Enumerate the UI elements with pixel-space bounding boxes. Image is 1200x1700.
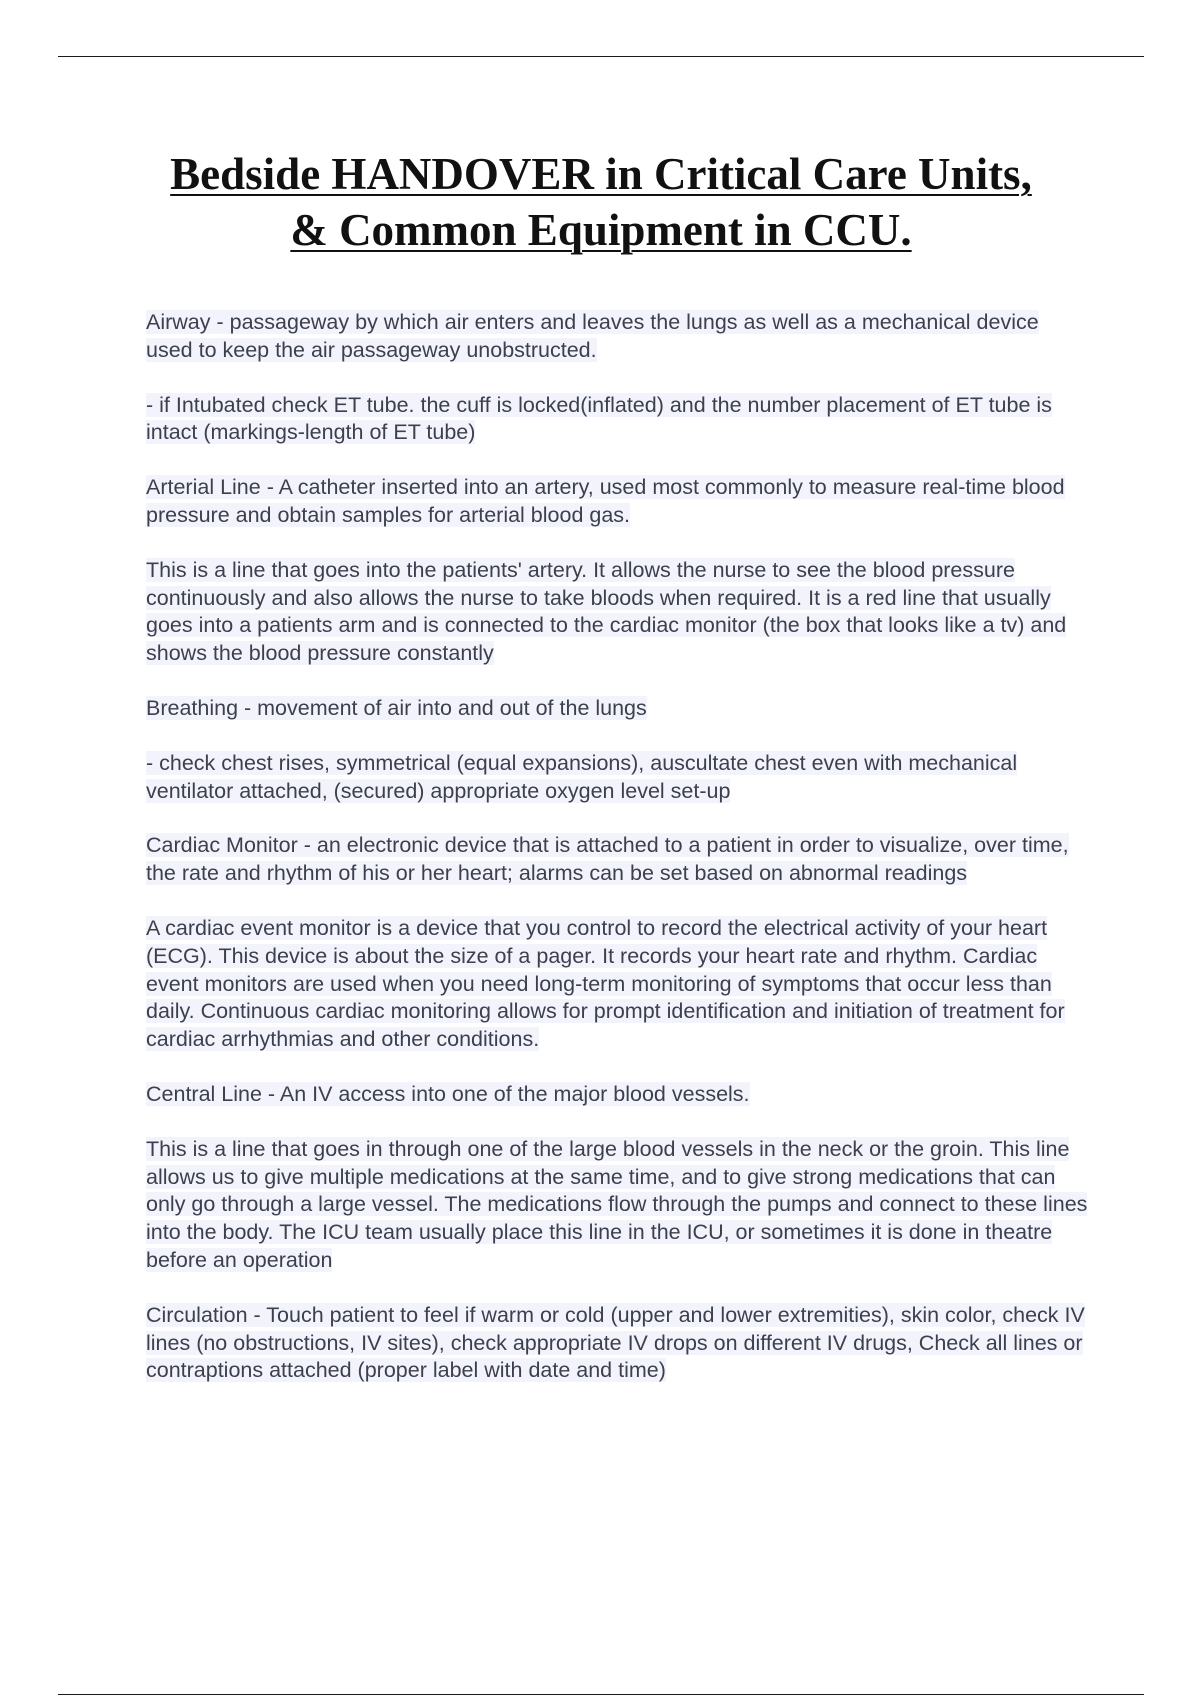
top-divider [58,56,1144,57]
paragraph-circulation-check: Circulation - Touch patient to feel if warm or cold (upper and lower extremities), skin color, check IV lines (no obstructions, IV sites), check appropriate IV drops on different IV drugs, Check all lines or contraptions attached (proper label with date and time) [146,1302,1085,1383]
paragraph-airway-check: - if Intubated check ET tube. the cuff is locked(inflated) and the number placement of ET tube is intact (markings-length of ET tube) [146,392,1052,445]
document-body [146,309,1090,1412]
paragraph-central-line-definition: Central Line - An IV access into one of the major blood vessels. [146,1081,750,1106]
title-line-2: & Common Equipment in CCU. [290,205,912,255]
paragraph-cardiac-monitor-detail: A cardiac event monitor is a device that you control to record the electrical activity of your heart (ECG). This device is about the size of a pager. It records your heart rate and rhythm. Cardiac event monitors are used when you need long-term monitoring of symptoms that occur less than daily. Continuous cardiac monitoring allows for prompt identification and initiation of treatment for cardiac arrhythmias and other conditions. [146,915,1065,1052]
paragraph-cardiac-monitor-definition: Cardiac Monitor - an electronic device that is attached to a patient in order to visualize, over time, the rate and rhythm of his or her heart; alarms can be set based on abnormal readings [146,833,1069,886]
bottom-divider [58,1694,1144,1695]
paragraph-airway-definition: Airway - passageway by which air enters and leaves the lungs as well as a mechanical device used to keep the air passageway unobstructed. [146,310,1039,362]
paragraph-central-line-detail: This is a line that goes in through one of the large blood vessels in the neck or the groin. This line allows us to give multiple medications at the same time, and to give strong medications that can only go through a large vessel. The medications flow through the pumps and connect to these lines into the body. The ICU team usually place this line in the ICU, or sometimes it is done in theatre before an operation [146,1136,1088,1272]
paragraph-breathing-definition: Breathing - movement of air into and out of the lungs [146,695,647,720]
document-title [58,146,1144,258]
paragraph-arterial-line-definition: Arterial Line - A catheter inserted into an artery, used most commonly to measure real-time blood pressure and obtain samples for arterial blood gas. [146,475,1065,527]
paragraph-breathing-check: - check chest rises, symmetrical (equal expansions), auscultate chest even with mechanical ventilator attached, (secured) appropriate oxygen level set-up [146,750,1018,803]
title-line-1: Bedside HANDOVER in Critical Care Units, [170,149,1032,199]
paragraph-arterial-line-detail: This is a line that goes into the patients' artery. It allows the nurse to see the blood pressure continuously and also allows the nurse to take bloods when required. It is a red line that usually goes into a patients arm and is connected to the cardiac monitor (the box that looks like a tv) and shows the blood pressure constantly [146,557,1067,666]
